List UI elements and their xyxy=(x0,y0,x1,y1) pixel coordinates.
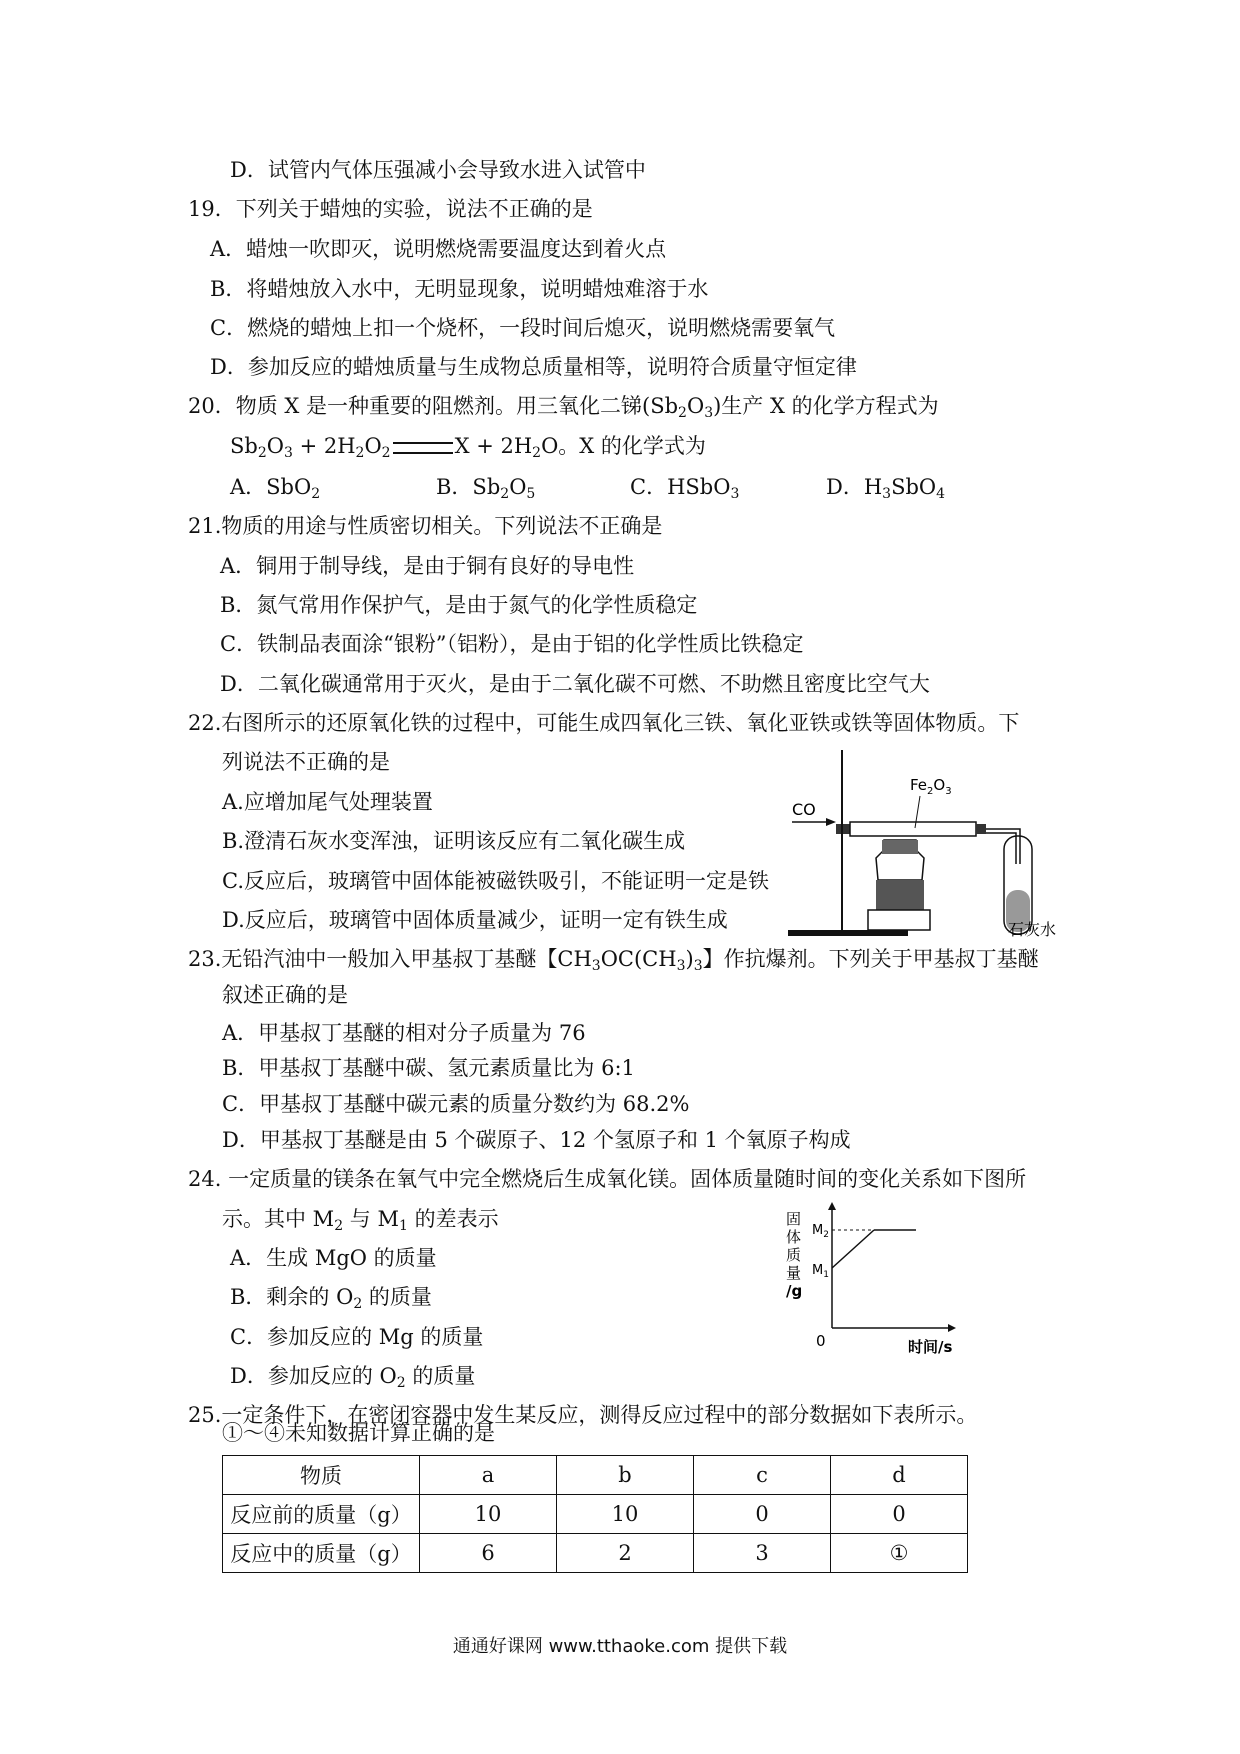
q19-option-b: B．将蜡烛放入水中，无明显现象，说明蜡烛难溶于水 xyxy=(210,277,709,301)
q24-option-b: B．剩余的 $O_2$ 的质量 xyxy=(230,1285,432,1312)
table-cell: 2 xyxy=(557,1534,694,1573)
stand-base xyxy=(788,930,908,936)
m1-label: $M_1$ xyxy=(812,1263,829,1280)
mass-time-graph xyxy=(782,1200,982,1360)
co-label: CO xyxy=(792,800,816,819)
q24-option-a: A．生成 MgO 的质量 xyxy=(230,1246,437,1270)
graph-ylabel-3: 质 xyxy=(786,1246,802,1264)
q24-stem-line1: 24. 一定质量的镁条在氧气中完全燃烧后生成氧化镁。固体质量随时间的变化关系如下图所 xyxy=(188,1167,1027,1191)
q20-option-d: D．$H_3SbO_4$ xyxy=(826,475,946,502)
q21-option-c: C．铁制品表面涂“银粉”（铝粉），是由于铝的化学性质比铁稳定 xyxy=(220,632,804,656)
q20-stem: 20．物质 X 是一种重要的阻燃剂。用三氧化二锑$(Sb_2O_3)$生产 X 的化学方程式为 xyxy=(188,394,939,421)
q21-option-a: A．铜用于制导线，是由于铜有良好的导电性 xyxy=(220,554,635,578)
table-cell: 10 xyxy=(420,1495,557,1534)
table-cell: 0 xyxy=(831,1495,968,1534)
table-cell: 物质 xyxy=(223,1456,420,1495)
q20-equation: $Sb_2O_3 + 2H_2O_2$ $X + 2H_2O$。X 的化学式为 xyxy=(230,434,706,461)
graph-origin: 0 xyxy=(816,1332,826,1350)
q25-stem2: ①～④未知数据计算正确的是 xyxy=(222,1421,495,1445)
q20-option-a: A．SbO$_2$ xyxy=(230,475,321,502)
q21-option-d: D．二氧化碳通常用于灭火，是由于二氧化碳不可燃、不助燃且密度比空气大 xyxy=(220,672,930,696)
q19-option-c: C．燃烧的蜡烛上扣一个烧杯，一段时间后熄灭，说明燃烧需要氧气 xyxy=(210,316,836,340)
q19-option-a: A．蜡烛一吹即灭，说明燃烧需要温度达到着火点 xyxy=(210,237,667,261)
table-cell: b xyxy=(557,1456,694,1495)
mass-curve-rise xyxy=(832,1230,874,1268)
glass-tube xyxy=(850,822,976,836)
table-cell: 3 xyxy=(694,1534,831,1573)
burner-block xyxy=(876,880,924,910)
table-cell: 10 xyxy=(557,1495,694,1534)
q24-option-c: C．参加反应的 Mg 的质量 xyxy=(230,1325,484,1349)
graph-ylabel-5: /g xyxy=(786,1282,803,1300)
q19-stem: 19．下列关于蜡烛的实验，说法不正确的是 xyxy=(188,197,593,221)
q22-option-b: B.澄清石灰水变浑浊，证明该反应有二氧化碳生成 xyxy=(222,829,686,853)
q23-option-c: C．甲基叔丁基醚中碳元素的质量分数约为 68.2% xyxy=(222,1092,690,1116)
page-footer: 通通好课网 www.tthaoke.com 提供下载 xyxy=(452,1636,788,1657)
q18-option-d: D．试管内气体压强减小会导致水进入试管中 xyxy=(230,158,646,182)
table-row xyxy=(223,1534,968,1573)
table-cell: ① xyxy=(831,1534,968,1573)
q23-stem-line2: 叙述正确的是 xyxy=(222,983,348,1007)
table-cell: d xyxy=(831,1456,968,1495)
q20-option-c: C．HSbO$_3$ xyxy=(630,475,740,502)
q20-option-b: B．$Sb_2O_5$ xyxy=(436,475,536,502)
equals-sign xyxy=(393,442,453,454)
q25-stem: 25.一定条件下，在密闭容器中发生某反应，测得反应过程中的部分数据如下表所示。 xyxy=(188,1403,978,1427)
q23-option-b: B．甲基叔丁基醚中碳、氢元素质量比为 6:1 xyxy=(222,1056,635,1080)
apparatus-figure xyxy=(780,740,1060,940)
q22-stem-line1: 22.右图所示的还原氧化铁的过程中，可能生成四氧化三铁、氧化亚铁或铁等固体物质。下 xyxy=(188,711,1020,735)
table-cell: a xyxy=(420,1456,557,1495)
q24-option-d: D．参加反应的 $O_2$ 的质量 xyxy=(230,1364,476,1391)
table-cell: 反应前的质量（g） xyxy=(223,1495,420,1534)
fe2o3-label: $Fe_2O_3$ xyxy=(910,776,952,797)
q22-option-a: A.应增加尾气处理装置 xyxy=(222,790,433,814)
table-cell: c xyxy=(694,1456,831,1495)
table-cell: 6 xyxy=(420,1534,557,1573)
graph-ylabel-4: 量 xyxy=(786,1264,802,1282)
limewater-label: 石灰水 xyxy=(1008,920,1057,939)
table-row xyxy=(223,1495,968,1534)
q21-option-b: B．氮气常用作保护气，是由于氮气的化学性质稳定 xyxy=(220,593,698,617)
q23-option-a: A．甲基叔丁基醚的相对分子质量为 76 xyxy=(222,1021,586,1045)
q22-option-d: D.反应后，玻璃管中固体质量减少，证明一定有铁生成 xyxy=(222,908,728,932)
table-header-row xyxy=(223,1456,968,1495)
table-cell: 反应中的质量（g） xyxy=(223,1534,420,1573)
q21-stem: 21.物质的用途与性质密切相关。下列说法不正确是 xyxy=(188,514,663,538)
q22-option-c: C.反应后，玻璃管中固体能被磁铁吸引，不能证明一定是铁 xyxy=(222,869,769,893)
q23-stem-line1: 23.无铅汽油中一般加入甲基叔丁基醚【$CH_3OC(CH_3)_3$】作抗爆剂。下列关于甲基叔丁基醚 xyxy=(188,947,1039,974)
q24-stem-line2: 示。其中 $M_2$ 与 $M_1$ 的差表示 xyxy=(222,1207,499,1234)
table-cell: 0 xyxy=(694,1495,831,1534)
m2-label: $M_2$ xyxy=(812,1223,829,1240)
graph-ylabel-2: 体 xyxy=(786,1228,802,1246)
graph-xlabel: 时间/s xyxy=(908,1338,953,1356)
graph-ylabel-1: 固 xyxy=(786,1210,802,1228)
q22-stem-line2: 列说法不正确的是 xyxy=(222,750,390,774)
q19-option-d: D．参加反应的蜡烛质量与生成物总质量相等，说明符合质量守恒定律 xyxy=(210,355,857,379)
mass-data-table xyxy=(222,1455,968,1573)
q23-option-d: D．甲基叔丁基醚是由 5 个碳原子、12 个氢原子和 1 个氧原子构成 xyxy=(222,1128,851,1152)
